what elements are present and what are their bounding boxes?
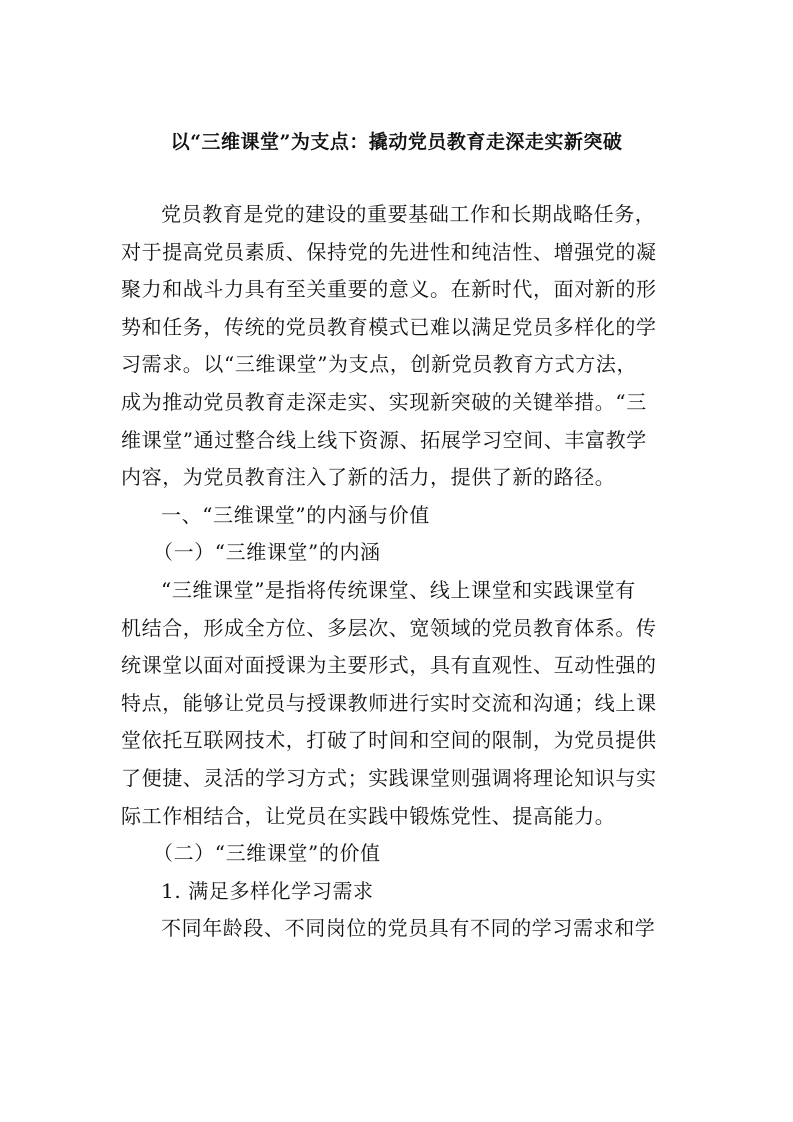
paragraph-line: 维课堂”通过整合线上线下资源、拓展学习空间、丰富教学 [121, 427, 647, 452]
paragraph-line: 内容，为党员教育注入了新的活力，提供了新的路径。 [121, 465, 616, 490]
numbered-heading: 1. 满足多样化学习需求 [161, 878, 374, 903]
paragraph-line: 习需求。以“三维课堂”为支点，创新党员教育方式方法， [121, 352, 638, 377]
paragraph-line: 聚力和战斗力具有至关重要的意义。在新时代，面对新的形 [121, 277, 657, 302]
document-body [121, 196, 681, 948]
paragraph-line: 不同年龄段、不同岗位的党员具有不同的学习需求和学 [161, 916, 656, 941]
subsection-heading: （一）“三维课堂”的内涵 [153, 540, 381, 565]
paragraph-line: “三维课堂”是指将传统课堂、线上课堂和实践课堂有 [161, 577, 636, 602]
paragraph-line: 特点，能够让党员与授课教师进行实时交流和沟通；线上课 [121, 690, 657, 715]
subsection-heading: （二）“三维课堂”的价值 [153, 841, 381, 866]
paragraph-line: 成为推动党员教育走深走实、实现新突破的关键举措。“三 [121, 389, 647, 414]
paragraph-line: 机结合，形成全方位、多层次、宽领域的党员教育体系。传 [121, 615, 657, 640]
document-title: 以“三维课堂”为支点：撬动党员教育走深走实新突破 [170, 131, 623, 153]
paragraph-line: 统课堂以面对面授课为主要形式，具有直观性、互动性强的 [121, 653, 657, 678]
paragraph-line: 际工作相结合，让党员在实践中锻炼党性、提高能力。 [121, 803, 616, 828]
paragraph-line: 堂依托互联网技术，打破了时间和空间的限制，为党员提供 [121, 728, 657, 753]
paragraph-line: 势和任务，传统的党员教育模式已难以满足党员多样化的学 [121, 314, 657, 339]
paragraph-line: 党员教育是党的建设的重要基础工作和长期战略任务， [161, 202, 656, 226]
paragraph-line: 对于提高党员素质、保持党的先进性和纯洁性、增强党的凝 [121, 239, 657, 264]
section-heading: 一、“三维课堂”的内涵与价值 [161, 502, 430, 527]
paragraph-line: 了便捷、灵活的学习方式；实践课堂则强调将理论知识与实 [121, 765, 657, 790]
